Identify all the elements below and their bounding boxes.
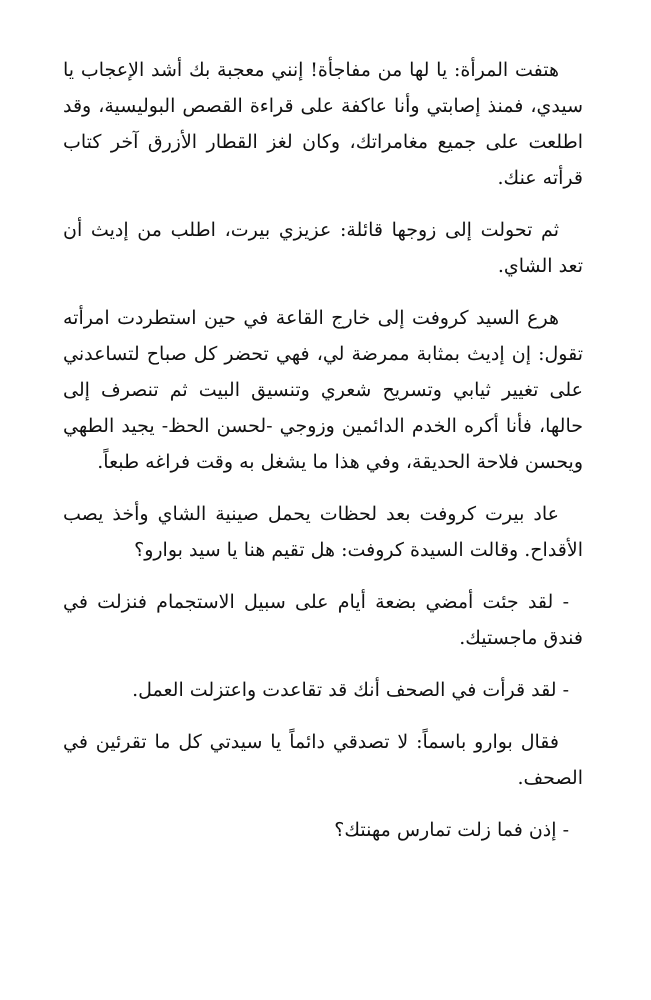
paragraph-1: هتفت المرأة: يا لها من مفاجأة! إنني معجبة بك أشد الإعجاب يا سيدي، فمنذ إصابتي وأنا عاكفة على قراءة القصص البوليسية، وقد اطلعت على جميع مغامراتك، وكان لغز القطار الأزرق آخر كتاب قرأته عنك.	[63, 59, 583, 189]
book-page	[63, 52, 583, 864]
paragraph-3: هرع السيد كروفت إلى خارج القاعة في حين استطردت امرأته تقول: إن إديث بمثابة ممرضة لي، فهي تحضر كل صباح لتساعدني على تغيير ثيابي وتسريح شعري وتنسيق البيت ثم تنصرف إلى حالها، فأنا أكره الخدم الدائمين وزوجي -لحسن الحظ- يجيد الطهي ويحسن فلاحة الحديقة، وفي هذا ما يشغل به وقت فراغه طبعاً.	[63, 307, 583, 473]
paragraph-2: ثم تحولت إلى زوجها قائلة: عزيزي بيرت، اطلب من إديث أن تعد الشاي.	[63, 219, 583, 277]
paragraph-6: - لقد قرأت في الصحف أنك قد تقاعدت واعتزلت العمل.	[132, 679, 569, 701]
paragraph-7: فقال بوارو باسماً: لا تصدقي دائماً يا سيدتي كل ما تقرئين في الصحف.	[63, 731, 583, 789]
paragraph-5: - لقد جئت أمضي بضعة أيام على سبيل الاستجمام فنزلت في فندق ماجستيك.	[63, 591, 583, 649]
paragraph-4: عاد بيرت كروفت بعد لحظات يحمل صينية الشاي وأخذ يصب الأقداح. وقالت السيدة كروفت: هل تقيم هنا يا سيد بوارو؟	[63, 503, 583, 561]
paragraph-8: - إذن فما زلت تمارس مهنتك؟	[334, 819, 569, 841]
